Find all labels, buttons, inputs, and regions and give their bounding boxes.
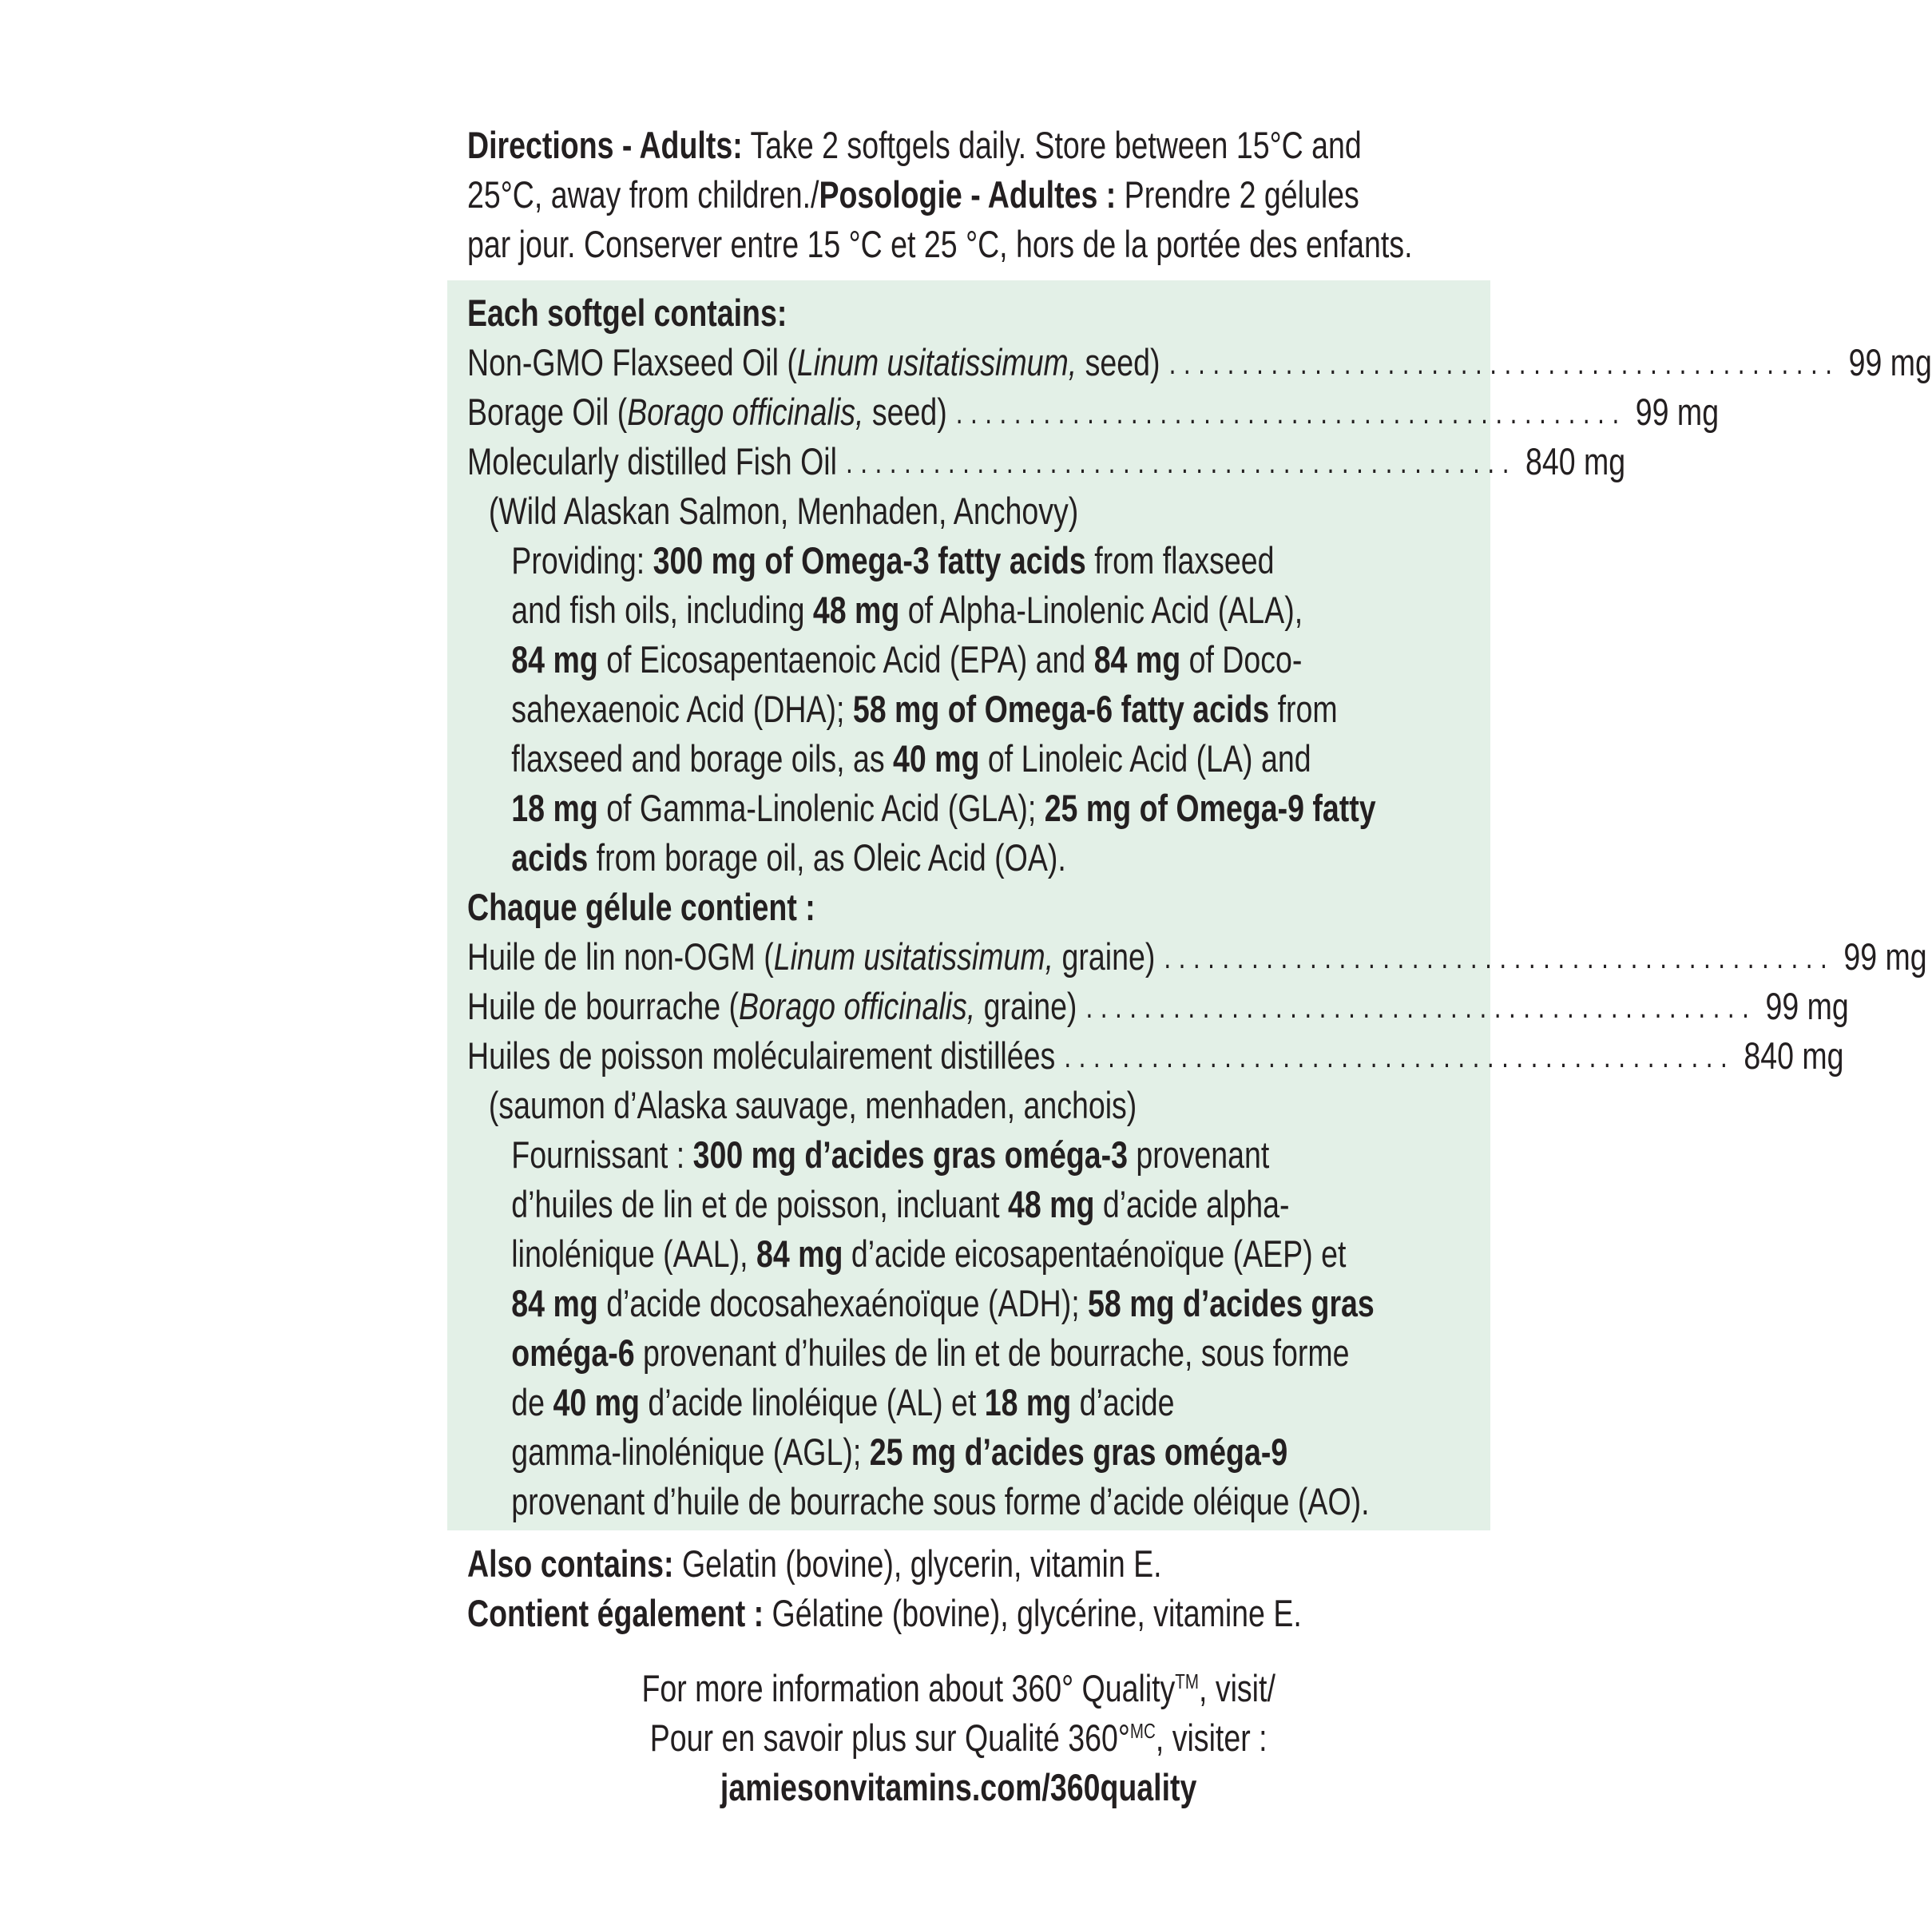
providing-line: d’huiles de lin et de poisson, incluant 48 mg d’acide alpha- [511,1184,1290,1226]
leader-dots: .............................................. [1085,990,1757,1025]
posologie-text: Prendre 2 gélules [1116,174,1359,216]
ingredient-row [467,438,1626,487]
providing-line: oméga-6 provenant d’huiles de lin et de bourrache, sous forme [511,1332,1350,1375]
providing-line: 84 mg d’acide docosahexaénoïque (ADH); 58 mg d’acides gras [511,1283,1375,1325]
quality-line-fr: Pour en savoir plus sur Qualité 360°$^{MC}$, visiter : [649,1717,1268,1760]
quality-url-link[interactable]: jamiesonvitamins.com/360quality [720,1767,1197,1809]
ingredient-dose: 99 mg [1848,342,1932,384]
quality-line-en: For more information about 360° Quality™, visit/ [641,1668,1275,1710]
ingredient-name: Borage Oil (Borago officinalis, seed) [467,391,947,434]
directions-line-3: par jour. Conserver entre 15 °C et 25 °C, hors de la portée des enfants. [467,224,1413,266]
ingredient-name: Huiles de poisson moléculairement distillées [467,1035,1056,1078]
english-heading: Each softgel contains: [467,292,787,335]
ingredient-name: Non-GMO Flaxseed Oil (Linum usitatissimum, seed) [467,342,1160,384]
providing-line: gamma-linolénique (AGL); 25 mg d’acides gras oméga-9 [511,1431,1288,1474]
providing-line: provenant d’huile de bourrache sous forme d’acide oléique (AO). [511,1481,1370,1523]
fish-sources: (Wild Alaskan Salmon, Menhaden, Anchovy) [488,490,1079,533]
providing-line: 84 mg of Eicosapentaenoic Acid (EPA) and 84 mg of Doco- [511,639,1303,681]
providing-line: de 40 mg d’acide linoléique (AL) et 18 mg d’acide [511,1382,1175,1424]
fish-sources: (saumon d’Alaska sauvage, menhaden, anchois) [488,1085,1137,1127]
also-contains-en: Also contains: Gelatin (bovine), glycerin, vitamin E. [467,1543,1162,1586]
ingredient-dose: 840 mg [1525,441,1626,483]
ingredient-row [467,982,1849,1032]
directions-line-1 [467,121,1413,171]
ingredient-name: Huile de lin non-OGM (Linum usitatissimum, graine) [467,936,1156,978]
ingredient-dose: 840 mg [1744,1035,1844,1078]
leader-dots: .............................................. [1164,940,1835,975]
providing-line: flaxseed and borage oils, as 40 mg of Linoleic Acid (LA) and [511,738,1311,780]
providing-line: acids from borage oil, as Oleic Acid (OA). [511,837,1066,879]
ingredient-dose: 99 mg [1843,936,1927,978]
directions-block [467,121,1664,270]
providing-line: linolénique (AAL), 84 mg d’acide eicosapentaénoïque (AEP) et [511,1233,1347,1276]
directions-label: Directions - Adults: [467,125,743,167]
french-heading: Chaque gélule contient : [467,887,815,929]
leader-dots: .............................................. [1064,1039,1736,1074]
ingredient-row [467,339,1932,388]
ingredient-row [467,933,1927,982]
directions-text: Take 2 softgels daily. Store between 15°C and [742,125,1362,167]
providing-line: Providing: 300 mg of Omega-3 fatty acids from flaxseed [511,540,1275,582]
quality-info [0,1665,1917,1813]
also-contains-block [467,1540,1524,1639]
providing-line: Fournissant : 300 mg d’acides gras oméga-3 provenant [511,1134,1270,1177]
leader-dots: .............................................. [955,395,1627,431]
directions-text: 25°C, away from children./ [467,174,819,216]
leader-dots: .............................................. [846,445,1517,480]
also-contains-fr: Contient également : Gélatine (bovine), glycérine, vitamine E. [467,1593,1302,1635]
providing-line: 18 mg of Gamma-Linolenic Acid (GLA); 25 mg of Omega-9 fatty [511,788,1376,830]
ingredient-row [467,1032,1844,1082]
ingredients-text [467,289,1932,1527]
leader-dots: .............................................. [1168,346,1840,381]
ingredient-dose: 99 mg [1635,391,1720,434]
posologie-label: Posologie - Adultes : [819,174,1117,216]
ingredient-name: Molecularly distilled Fish Oil [467,441,837,483]
ingredient-row [467,388,1720,438]
providing-line: and fish oils, including 48 mg of Alpha-Linolenic Acid (ALA), [511,589,1303,632]
ingredient-name: Huile de bourrache (Borago officinalis, graine) [467,986,1077,1028]
providing-line: sahexaenoic Acid (DHA); 58 mg of Omega-6 fatty acids from [511,689,1338,731]
directions-line-2 [467,171,1413,220]
ingredient-dose: 99 mg [1765,986,1849,1028]
